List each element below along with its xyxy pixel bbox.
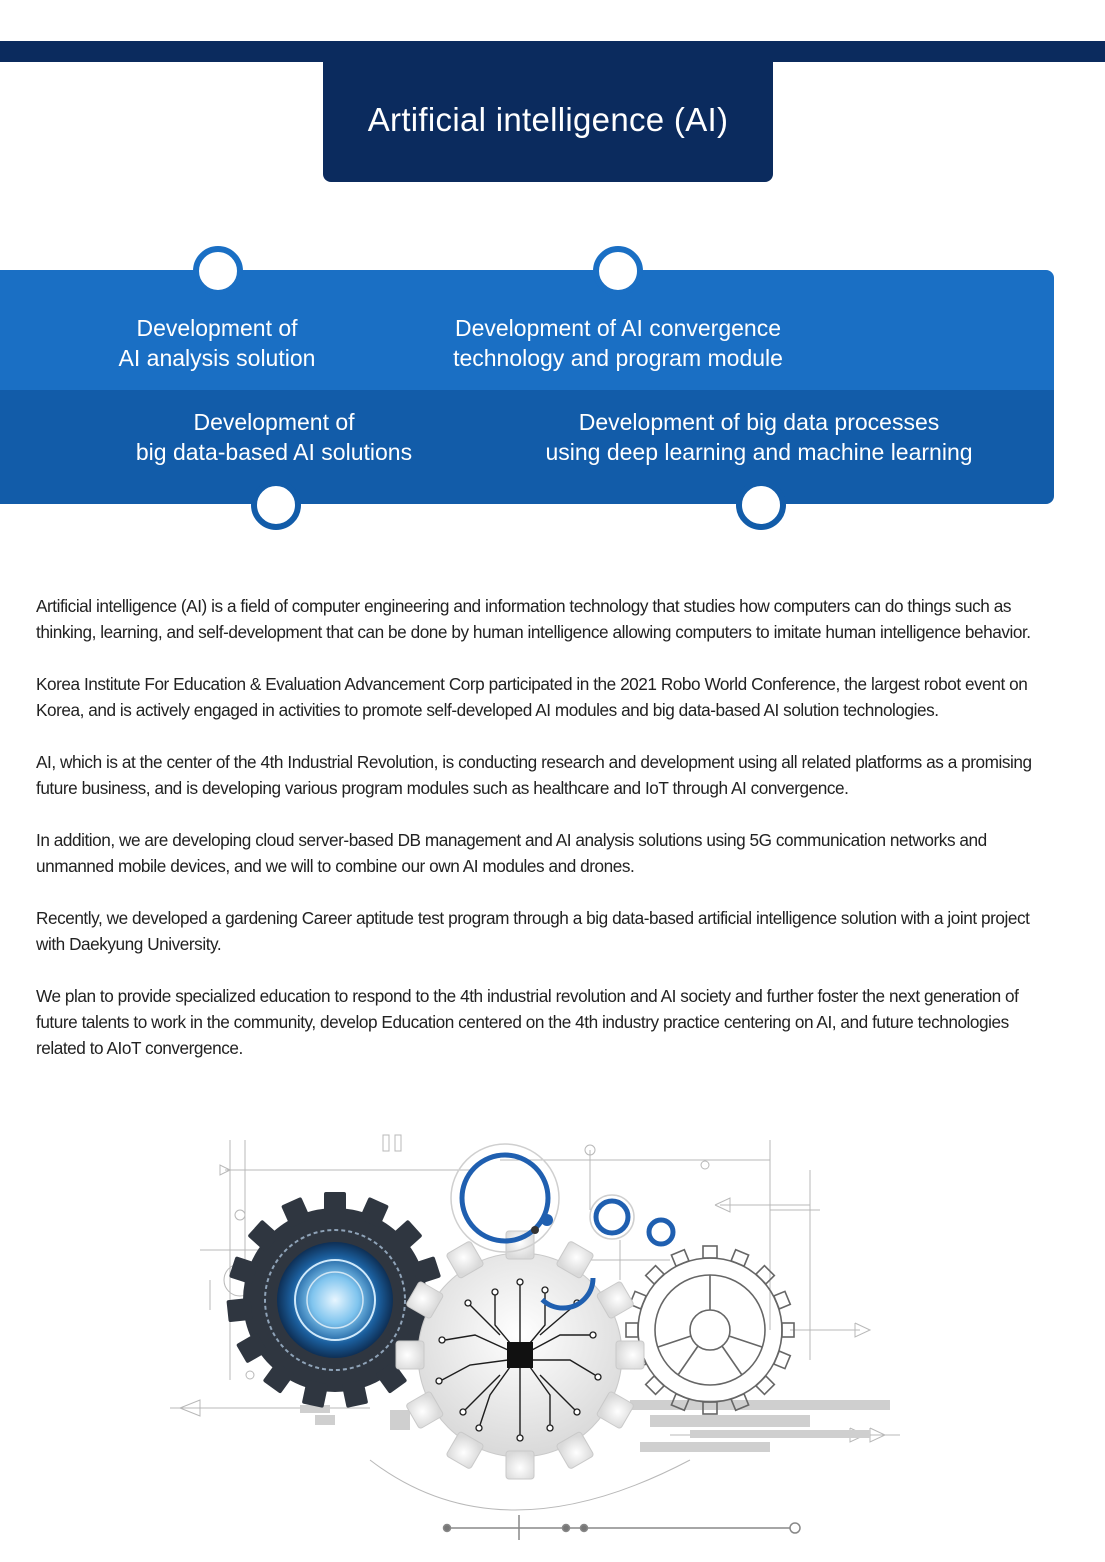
feature-line: Development of — [136, 315, 298, 341]
gears-circuit-illustration — [170, 1130, 910, 1550]
node-icon — [193, 246, 243, 296]
feature-line: AI analysis solution — [118, 345, 316, 371]
feature-deep-learning — [509, 407, 1009, 467]
feature-big-data-ai — [104, 407, 444, 467]
paragraph: Korea Institute For Education & Evaluation Advancement Corp participated in the 2021 Robo World Conference, the largest robot event on Korea, and is actively engaged in activities to promote self-developed AI modules and big data-based AI solution technologies. — [36, 674, 1028, 720]
feature-line: Development of big data processes — [578, 409, 940, 435]
node-icon — [251, 480, 301, 530]
feature-line: using deep learning and machine learning — [545, 439, 973, 465]
feature-line: Development of — [193, 409, 355, 435]
feature-panel — [0, 270, 1054, 504]
feature-line: Development of AI convergence — [454, 315, 782, 341]
feature-line: big data-based AI solutions — [135, 439, 413, 465]
paragraph: Artificial intelligence (AI) is a field of computer engineering and information technology that studies how computers can do things such as thinking, learning, and self-development that can be done by human intelligence allowing computers to imitate human intelligence behavior. — [36, 596, 1031, 642]
paragraph: We plan to provide specialized education to respond to the 4th industrial revolution and AI society and further foster the next generation of future talents to work in the community, develop Education centered on the 4th industry practice centering on AI, and future technologies related to AIoT convergence. — [36, 986, 1019, 1058]
title-tab — [323, 58, 773, 182]
paragraph: In addition, we are developing cloud server-based DB management and AI analysis solutions using 5G communication networks and unmanned mobile devices, and we will to combine our own AI modules and drones. — [36, 830, 987, 876]
page-title: Artificial intelligence (AI) — [367, 101, 729, 138]
paragraph: AI, which is at the center of the 4th Industrial Revolution, is conducting research and development using all related platforms as a promising future business, and is developing various program modules such as healthcare and IoT through AI convergence. — [36, 752, 1032, 798]
paragraph: Recently, we developed a gardening Career aptitude test program through a big data-based artificial intelligence solution with a joint project with Daekyung University. — [36, 908, 1030, 954]
body-text — [36, 593, 1056, 1087]
node-icon — [593, 246, 643, 296]
feature-line: technology and program module — [453, 345, 783, 371]
feature-ai-analysis — [97, 313, 337, 373]
node-icon — [736, 480, 786, 530]
feature-ai-convergence — [418, 313, 818, 373]
gears-illustration-icon — [170, 1130, 910, 1550]
